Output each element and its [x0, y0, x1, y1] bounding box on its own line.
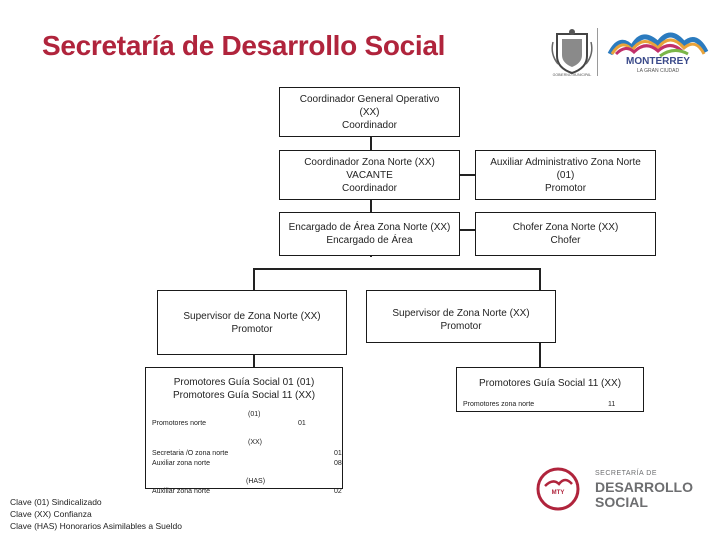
- box-line: Promotores Guía Social 11 (XX): [172, 390, 316, 401]
- group-has-label: Auxiliar zona norte: [152, 488, 210, 495]
- box-title: Coordinador General Operativo: [299, 93, 440, 105]
- group-has-count: 02: [334, 488, 342, 495]
- box-role: Promotor: [544, 182, 587, 194]
- mty-badge-icon: [535, 466, 581, 512]
- group-01-count: 01: [298, 420, 306, 427]
- connector-line: [253, 355, 255, 367]
- connector-line: [539, 343, 541, 367]
- monterrey-tagline: LA GRAN CIUDAD: [636, 68, 680, 74]
- chofer-box: [475, 212, 656, 256]
- group-01-header: (01): [248, 411, 261, 418]
- encargado-area-box: [279, 212, 460, 256]
- group-xx-count-1: 01: [334, 450, 342, 457]
- group-01-label: Promotores norte: [152, 420, 207, 427]
- connector-line: [539, 268, 541, 290]
- group-xx-count-2: 08: [334, 460, 342, 467]
- box-title: Supervisor de Zona Norte (XX): [392, 308, 530, 319]
- box-line: Promotores Guía Social 01 (01): [173, 377, 315, 388]
- legend-item: Clave (XX) Confianza: [10, 509, 92, 519]
- page-title: Secretaría de Desarrollo Social: [42, 30, 446, 61]
- box-role: Coordinador: [341, 182, 398, 194]
- box-role: Coordinador: [341, 119, 398, 131]
- legend-item: Clave (HAS) Honorarios Asimilables a Sueldo: [10, 521, 182, 531]
- mountain-logo-icon: [604, 26, 712, 58]
- box-code: (XX): [359, 106, 380, 118]
- box-title: Chofer Zona Norte (XX): [512, 222, 619, 233]
- box-title: Supervisor de Zona Norte (XX): [183, 310, 321, 322]
- supervisor-left-box: [157, 290, 347, 355]
- legend-item: Clave (01) Sindicalizado: [10, 497, 102, 507]
- promotores-right-label: Promotores zona norte: [463, 401, 535, 408]
- footer-logo-line-3: SOCIAL: [595, 494, 648, 510]
- box-role: Promotor: [440, 321, 482, 332]
- footer-logo-line-1: SECRETARÍA DE: [595, 470, 657, 477]
- promotores-left-box: [145, 367, 343, 489]
- coordinador-general-box: [279, 87, 460, 137]
- box-title: Promotores Guía Social 11 (XX): [478, 378, 622, 389]
- auxiliar-administrativo-box: [475, 150, 656, 200]
- header-divider: [597, 28, 598, 76]
- crest-caption: GOBIERNO MUNICIPAL: [552, 73, 592, 77]
- connector-line: [253, 268, 255, 290]
- box-role: Promotor: [231, 323, 273, 335]
- monterrey-logo: [604, 26, 712, 78]
- mty-badge-text: MTY: [551, 490, 565, 496]
- box-title: Auxiliar Administrativo Zona Norte: [490, 156, 641, 168]
- promotores-right-count: 11: [608, 401, 616, 408]
- municipal-crest-logo: [548, 26, 596, 78]
- desarrollo-social-logo: [535, 466, 710, 516]
- legend: [10, 496, 182, 532]
- group-xx-label-2: Auxiliar zona norte: [152, 460, 210, 467]
- box-status: VACANTE: [346, 169, 393, 181]
- coordinador-zona-box: [279, 150, 460, 200]
- footer-logo-line-2: DESARROLLO: [595, 479, 693, 495]
- group-has-header: (HAS): [246, 478, 266, 485]
- box-title: Encargado de Área Zona Norte (XX): [288, 222, 451, 233]
- box-title: Coordinador Zona Norte (XX): [304, 156, 435, 168]
- box-code: (01): [556, 169, 575, 181]
- box-role: Encargado de Área: [326, 235, 413, 246]
- group-xx-label-1: Secretaria /O zona norte: [152, 450, 229, 457]
- box-role: Chofer: [550, 235, 581, 246]
- monterrey-wordmark: MONTERREY: [626, 56, 690, 67]
- connector-line: [253, 268, 541, 270]
- group-xx-header: (XX): [248, 439, 262, 446]
- connector-line: [458, 174, 476, 176]
- supervisor-right-box: [366, 290, 556, 343]
- connector-line: [458, 229, 476, 231]
